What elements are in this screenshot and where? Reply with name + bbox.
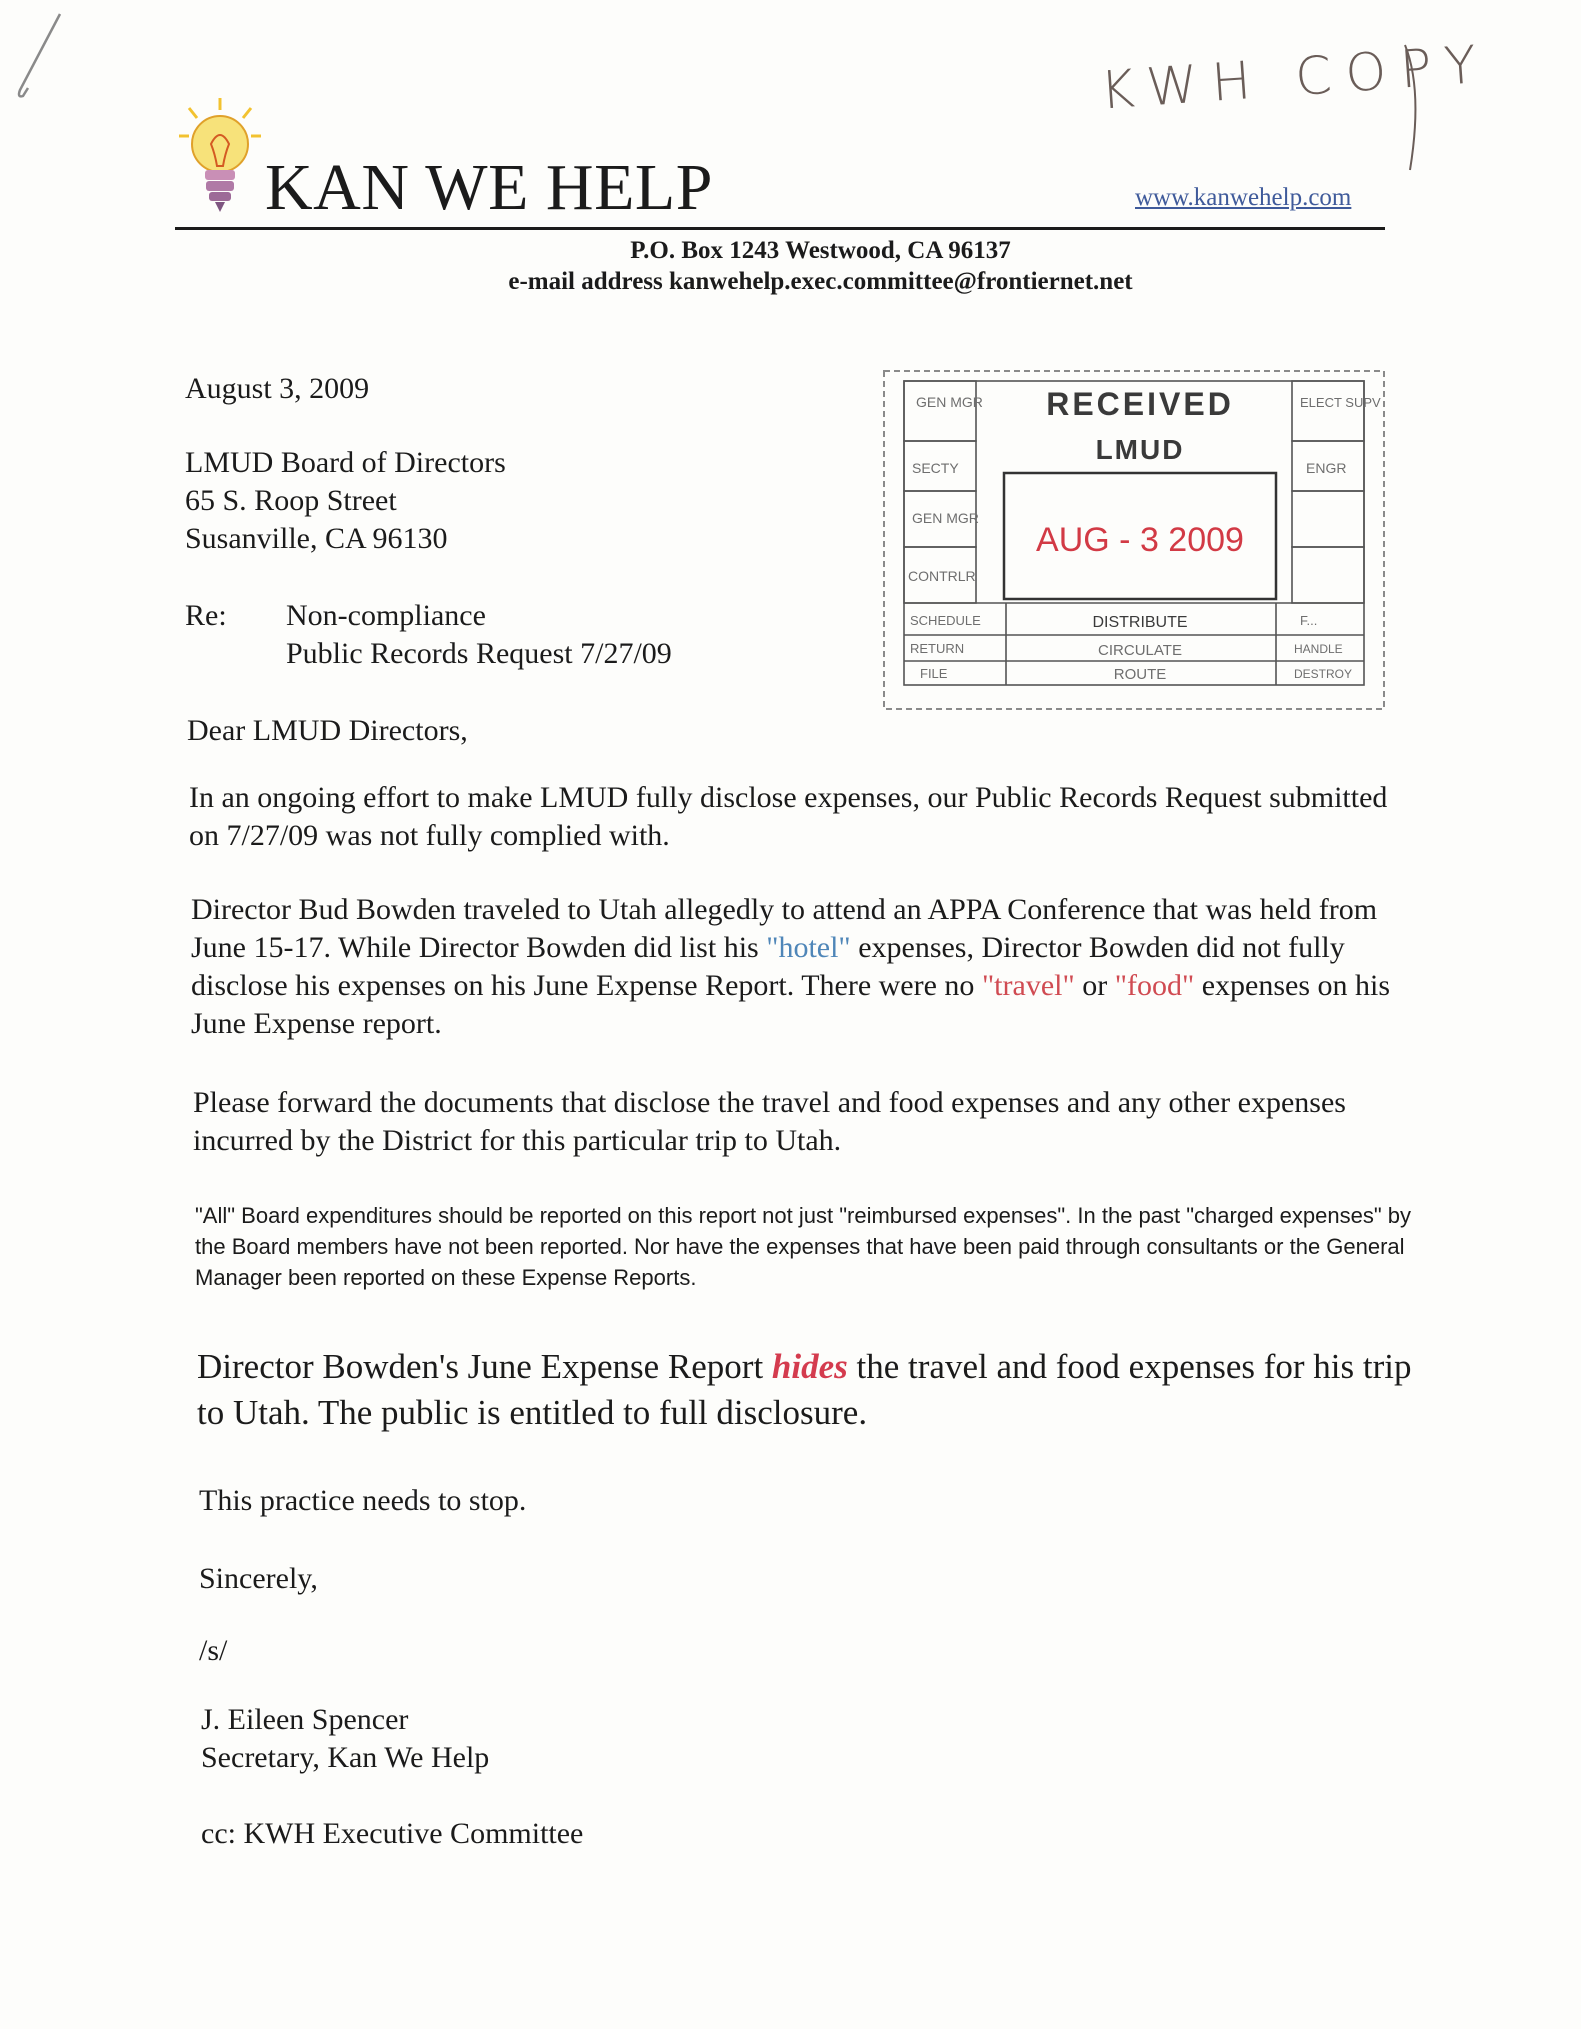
stamp-left-label: GEN MGR xyxy=(912,510,979,526)
signature-mark: /s/ xyxy=(199,1634,228,1667)
travel-highlight: "travel" xyxy=(981,969,1075,1002)
lightbulb-logo-icon xyxy=(175,96,265,216)
paragraph-2-text: or xyxy=(1074,969,1115,1002)
stamp-row-route: ROUTE xyxy=(1113,666,1167,683)
paperclip-icon xyxy=(8,10,68,105)
recipient-block xyxy=(185,444,506,558)
signer-name: J. Eileen Spencer xyxy=(201,1703,409,1736)
board-expenditures-note: "All" Board expenditures should be reported on this report not just "reimbursed expenses". In the past "charged expenses" by the Board members have not been reported. Nor have the expenses that have been paid through consultants or the General Manager been reported on these Expense Reports. xyxy=(195,1203,1412,1290)
paragraph-2-text: expenses, Director Bowden did not fully disclose his expenses on his June Expense Report. There were no xyxy=(191,931,1345,1002)
stamp-row-circulate: CIRCULATE xyxy=(1098,642,1182,659)
recipient-line: 65 S. Roop Street xyxy=(185,484,397,517)
paragraph-2-text: expenses on his June Expense report. xyxy=(191,969,1391,1040)
recipient-line: LMUD Board of Directors xyxy=(185,446,506,479)
emphasis-text: the travel and food expenses for his trip to Utah. The public is entitled to full disclosure. xyxy=(197,1347,1412,1432)
practice-statement: This practice needs to stop. xyxy=(199,1484,527,1517)
paragraph-2 xyxy=(191,891,1391,1043)
subject-line: Non-compliance xyxy=(286,599,486,632)
stamp-left-label: SECTY xyxy=(912,460,959,476)
stamp-right-label: ELECT SUPV xyxy=(1300,395,1381,410)
salutation: Dear LMUD Directors, xyxy=(187,714,468,747)
food-highlight: "food" xyxy=(1114,969,1195,1002)
email-line: e-mail address kanwehelp.exec.committee@frontiernet.net xyxy=(508,268,1133,295)
website-link[interactable]: www.kanwehelp.com xyxy=(1135,184,1352,211)
re-label: Re: xyxy=(185,599,227,632)
address-line: P.O. Box 1243 Westwood, CA 96137 xyxy=(630,237,1011,264)
stamp-org-text: LMUD xyxy=(1095,434,1185,465)
stamp-right-label: HANDLE xyxy=(1294,642,1343,656)
paragraph-3: Please forward the documents that disclose the travel and food expenses and any other expenses incurred by the District for this particular trip to Utah. xyxy=(193,1086,1346,1157)
stamp-received-text: RECEIVED xyxy=(1046,386,1234,422)
stamp-right-label: F... xyxy=(1300,613,1318,628)
signer-title: Secretary, Kan We Help xyxy=(201,1741,490,1774)
stamp-right-label: ENGR xyxy=(1306,460,1347,476)
stamp-left-label: FILE xyxy=(920,666,948,681)
subject-block xyxy=(286,597,672,673)
letter-date: August 3, 2009 xyxy=(185,372,370,405)
cc-line: cc: KWH Executive Committee xyxy=(201,1817,584,1850)
received-stamp xyxy=(880,365,1390,715)
stamp-left-label: GEN MGR xyxy=(916,394,983,410)
stamp-date-text: AUG - 3 2009 xyxy=(1036,521,1244,559)
stamp-left-label: CONTRLR xyxy=(908,568,976,584)
stamp-right-label: DESTROY xyxy=(1294,667,1353,681)
paragraph-1: In an ongoing effort to make LMUD fully disclose expenses, our Public Records Request submitted on 7/27/09 was not fully complied with. xyxy=(189,781,1388,852)
subject-line: Public Records Request 7/27/09 xyxy=(286,637,672,670)
recipient-line: Susanville, CA 96130 xyxy=(185,522,448,555)
header-rule xyxy=(175,227,1385,230)
paragraph-2-text: Director Bud Bowden traveled to Utah allegedly to attend an APPA Conference that was held from June 15-17. While Director Bowden did list his xyxy=(191,893,1378,964)
stamp-row-distribute: DISTRIBUTE xyxy=(1092,614,1188,631)
handwritten-note: KWH COPY xyxy=(1098,34,1493,122)
hides-highlight: hides xyxy=(771,1347,848,1386)
closing: Sincerely, xyxy=(199,1562,318,1595)
handwritten-stroke-icon xyxy=(1395,40,1435,180)
emphasis-text: Director Bowden's June Expense Report xyxy=(197,1347,772,1386)
stamp-left-label: SCHEDULE xyxy=(910,613,981,628)
organization-name: KAN WE HELP xyxy=(265,151,713,224)
stamp-left-label: RETURN xyxy=(910,641,965,656)
hotel-highlight: "hotel" xyxy=(766,931,851,964)
emphasis-paragraph xyxy=(197,1344,1437,1436)
